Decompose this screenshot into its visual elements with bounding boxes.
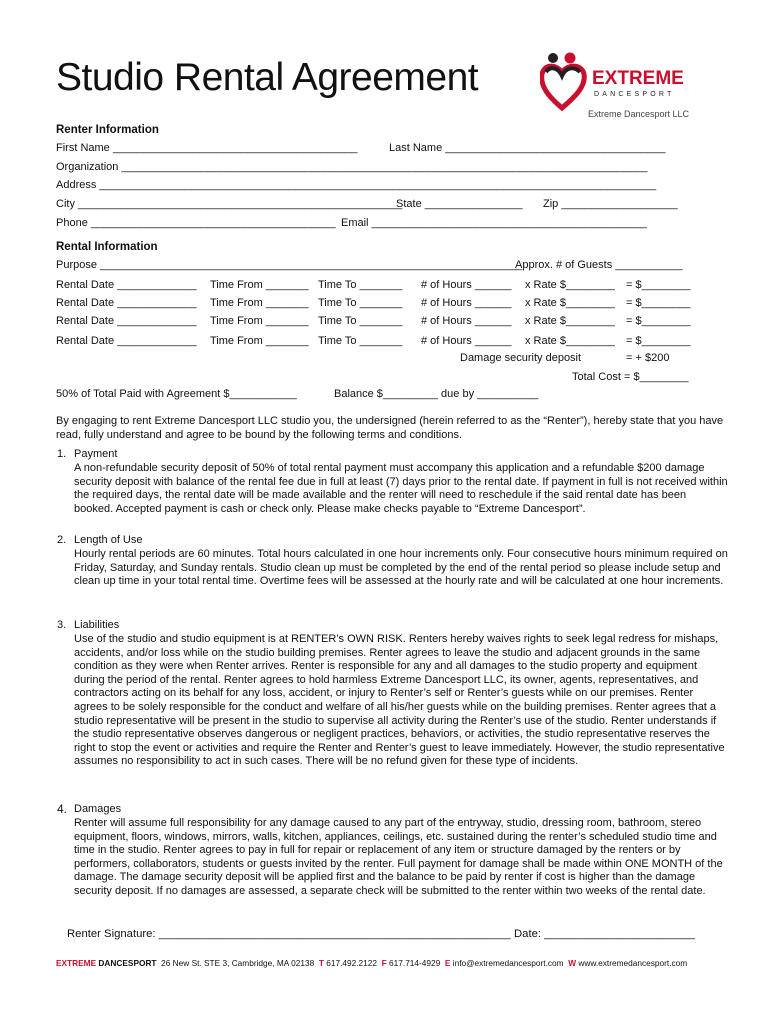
section-body-damages: Renter will assume full responsibility for any damage caused to any part of the entryway, studio, dressing room, bathroom, stereo equipment, floors, windows, mirrors, walls, kitchen, appliances, ceilings, etc. sustained during the renter’s scheduled studio time and time in the studio. Renter agrees to pay in full for repair or replacement of any item or structure damaged by the renters or by performers, collaborators, students or guests invited by the renter. Full payment for damage shall be made within ONE MONTH of the damage. The damage security deposit will be applied first and the balance to be paid by renter if cost is higher than the damage security deposit. If no damages are assessed, a separate check will be submitted to the renter within two weeks of the rental date.: [74, 817, 723, 897]
time-to-field[interactable]: Time To _______: [318, 279, 403, 291]
footer-email[interactable]: info@extremedancesport.com: [452, 958, 564, 968]
rate-field[interactable]: x Rate $________: [525, 315, 615, 327]
footer-f-label: F: [381, 958, 387, 968]
total-cost-field[interactable]: Total Cost = $________: [572, 371, 689, 383]
state-field[interactable]: State ________________: [396, 198, 523, 210]
rental-date-field[interactable]: Rental Date _____________: [56, 279, 197, 291]
balance-field[interactable]: Balance $_________ due by __________: [334, 388, 539, 400]
logo-subtitle: Extreme Dancesport LLC: [588, 109, 690, 119]
zip-field[interactable]: Zip ___________________: [543, 198, 678, 210]
time-from-field[interactable]: Time From _______: [210, 297, 309, 309]
time-to-field[interactable]: Time To _______: [318, 335, 403, 347]
page-title: Studio Rental Agreement: [56, 56, 479, 99]
rate-field[interactable]: x Rate $________: [525, 279, 615, 291]
footer-address: 26 New St. STE 3, Cambridge, MA 02138: [161, 958, 315, 968]
logo-text-dancesport: DANCESPORT: [594, 91, 675, 98]
phone-field[interactable]: Phone ________________________________________: [56, 217, 336, 229]
rental-date-field[interactable]: Rental Date _____________: [56, 315, 197, 327]
time-from-field[interactable]: Time From _______: [210, 335, 309, 347]
intro-paragraph: By engaging to rent Extreme Dancesport LLC studio you, the undersigned (herein referred to as the “Renter”), hereby state that you have read, fully understand and agree to be bound by the following terms and conditions.: [56, 415, 724, 441]
section-number: 3.: [57, 619, 67, 631]
section-number: 1.: [57, 448, 67, 460]
hours-field[interactable]: # of Hours ______: [421, 279, 512, 291]
footer-fax: 617.714-4929: [389, 958, 441, 968]
time-from-field[interactable]: Time From _______: [210, 315, 309, 327]
footer-w-label: W: [568, 958, 577, 968]
signature-date-field[interactable]: Date: ________________________: [514, 928, 695, 940]
row-total-field[interactable]: = $________: [626, 335, 691, 347]
deposit-label: Damage security deposit: [460, 352, 582, 364]
email-field[interactable]: Email _____________________________________________: [341, 217, 647, 229]
section-body-liabilities: Use of the studio and studio equipment is at RENTER’s OWN RISK. Renters hereby waives rights to seek legal redress for mishaps, accidents, and/or loss while on the studio building premises. Renter agrees to leave the studio and adjacent grounds in the same condition as they were when Renter arrives. Renter is responsible for any and all damages to the studio property and equipment during the period of the rental. Renter agrees to hold harmless Extreme Dancesport LLC, its owner, agents, representatives, and contractors acting on its behalf for any loss, accident, or injury to Renter’s self or Renter’s guests while on our premises. Renter agrees to be solely responsible for the conduct and welfare of all his/her guests while on the building premises. Renter agrees that a studio representative will be present in the studio to supervise all activity during the Renter’s use of the studio. Renter understands if the studio representative observes dangerous or negligent practices, behaviors, or activities, the studio representative reserves the right to stop the event or activities and require the Renter and Renter’s guest to leave immediately. However, the studio representative assumes no responsibility to act in such cases. There will be no refund given for these type of incidents.: [74, 633, 725, 768]
time-to-field[interactable]: Time To _______: [318, 297, 403, 309]
footer-e-label: E: [444, 958, 451, 968]
section-heading-length-of-use: Length of Use: [74, 534, 143, 546]
rental-info-heading: Rental Information: [56, 241, 158, 253]
city-field[interactable]: City _____________________________________________________: [56, 198, 403, 210]
rental-date-field[interactable]: Rental Date _____________: [56, 297, 197, 309]
paid-field[interactable]: 50% of Total Paid with Agreement $___________: [56, 388, 297, 400]
organization-field[interactable]: Organization ______________________________________________________________________________________: [56, 161, 648, 173]
footer-website[interactable]: www.extremedancesport.com: [578, 958, 688, 968]
section-number: 2.: [57, 534, 67, 546]
address-field[interactable]: Address ___________________________________________________________________________________________: [56, 179, 657, 191]
row-total-field[interactable]: = $________: [626, 297, 691, 309]
logo-text-extreme: EXTREME: [592, 68, 684, 89]
rate-field[interactable]: x Rate $________: [525, 335, 615, 347]
guests-field[interactable]: Approx. # of Guests ___________: [515, 259, 683, 271]
row-total-field[interactable]: = $________: [626, 279, 691, 291]
logo-dancer-head-left: [548, 53, 558, 63]
section-body-payment: A non-refundable security deposit of 50% of total rental payment must accompany this application and a refundable $200 damage security deposit with balance of the rental fee due in full at least (7) days prior to the rental date. If payment in full is not received within the required days, the rental date will be made available and the renter will need to reschedule if the said rental date has been booked. Accepted payment is cash or check only. Please make checks payable to “Extreme Dancesport”.: [74, 462, 728, 515]
footer: [56, 958, 687, 968]
time-to-field[interactable]: Time To _______: [318, 315, 403, 327]
purpose-field[interactable]: Purpose _____________________________________________________________________: [56, 259, 523, 271]
section-heading-payment: Payment: [74, 448, 118, 460]
time-from-field[interactable]: Time From _______: [210, 279, 309, 291]
section-body-length-of-use: Hourly rental periods are 60 minutes. Total hours calculated in one hour increments only. Four consecutive hours minimum required on Friday, Saturday, and Sunday rentals. Studio clean up must be completed by the end of the rental period so please include setup and clean up time in your total rental time. Overtime fees will be assessed at the hourly rate and will be calculated at one hour increments.: [74, 548, 728, 588]
logo-dancer-head-right: [565, 53, 576, 64]
row-total-field[interactable]: = $________: [626, 315, 691, 327]
footer-t-label: T: [318, 958, 324, 968]
footer-brand-dark: DANCESPORT: [98, 958, 157, 968]
section-heading-liabilities: Liabilities: [74, 619, 120, 631]
renter-info-heading: Renter Information: [56, 124, 159, 136]
section-heading-damages: Damages: [74, 803, 122, 815]
hours-field[interactable]: # of Hours ______: [421, 315, 512, 327]
hours-field[interactable]: # of Hours ______: [421, 335, 512, 347]
first-name-field[interactable]: First Name ________________________________________: [56, 142, 358, 154]
footer-brand-red: EXTREME: [56, 958, 97, 968]
rate-field[interactable]: x Rate $________: [525, 297, 615, 309]
hours-field[interactable]: # of Hours ______: [421, 297, 512, 309]
last-name-field[interactable]: Last Name ____________________________________: [389, 142, 666, 154]
rental-date-field[interactable]: Rental Date _____________: [56, 335, 197, 347]
footer-phone: 617.492.2122: [326, 958, 378, 968]
renter-signature-field[interactable]: Renter Signature: ________________________________________________________: [67, 928, 511, 940]
deposit-value: = + $200: [626, 352, 670, 364]
section-number: 4.: [57, 802, 68, 816]
extreme-dancesport-logo: [540, 50, 700, 112]
